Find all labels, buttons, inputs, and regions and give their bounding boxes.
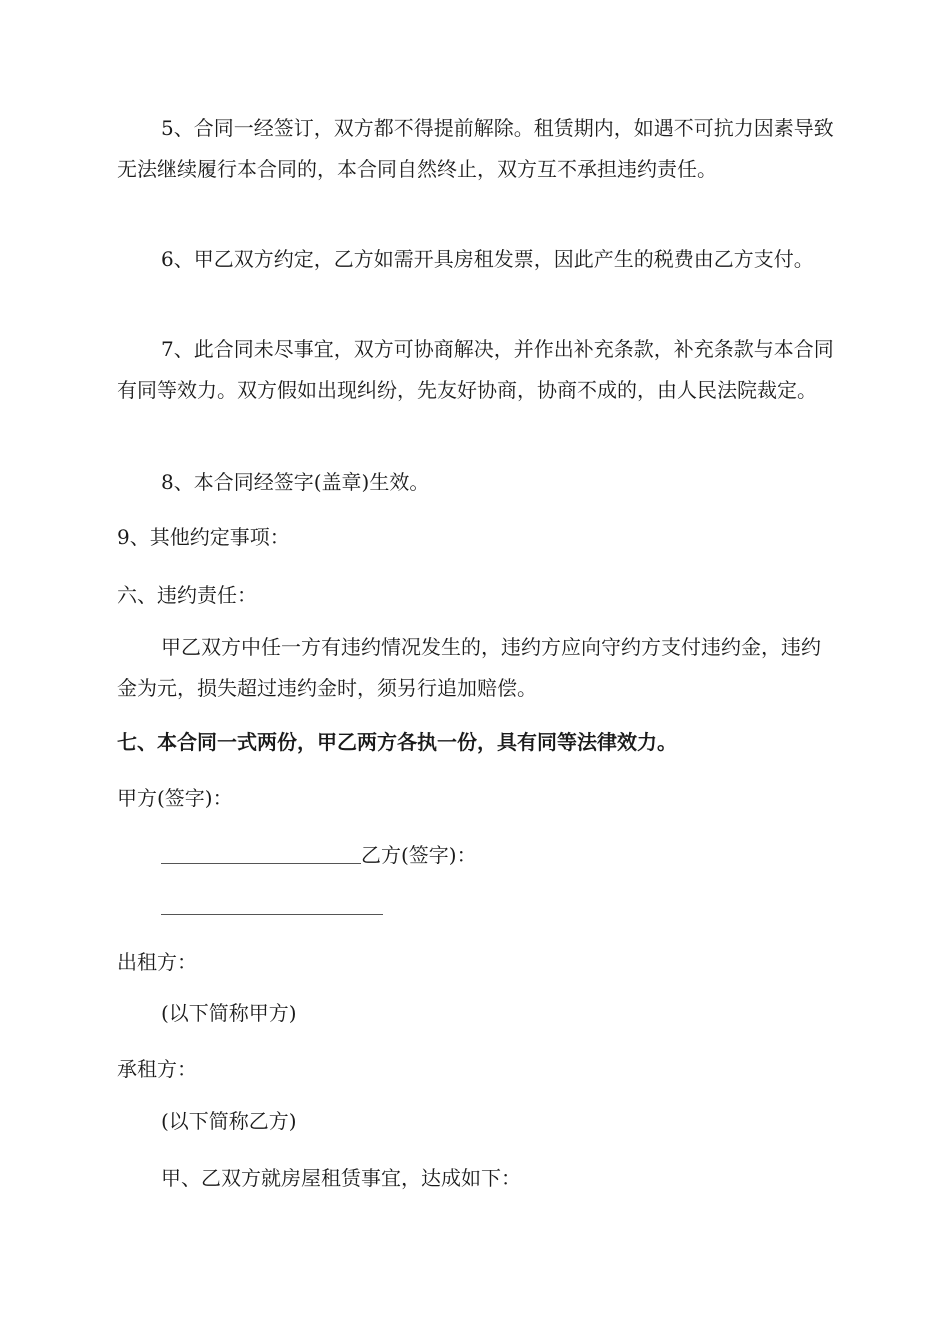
lessor-note: (以下简称甲方): [161, 1001, 297, 1025]
lessee-note: (以下简称乙方): [161, 1109, 297, 1133]
clause-7: 7、此合同未尽事宜，双方可协商解决，并作出补充条款，补充条款与本合同有同等效力。双方假如出现纠纷，先友好协商，协商不成的，由人民法院裁定。: [117, 337, 834, 402]
party-b-signature-row: [161, 840, 477, 870]
party-b-signature-line: [161, 913, 383, 915]
clause-6: 6、甲乙双方约定，乙方如需开具房租发票，因此产生的税费由乙方支付。: [161, 247, 814, 271]
lessee-label: 承租方：: [117, 1057, 197, 1081]
section-6-title: 六、违约责任：: [117, 583, 257, 607]
party-a-signature-line: [161, 843, 361, 864]
section-6-body: 甲乙双方中任一方有违约情况发生的，违约方应向守约方支付违约金，违约金为元，损失超过违约金时，须另行追加赔偿。: [117, 635, 821, 700]
lessor-label: 出租方：: [117, 950, 197, 974]
intro-paragraph: 甲、乙双方就房屋租赁事宜，达成如下：: [161, 1166, 521, 1190]
clause-5: 5、合同一经签订，双方都不得提前解除。租赁期内，如遇不可抗力因素导致无法继续履行本合同的，本合同自然终止，双方互不承担违约责任。: [117, 116, 834, 181]
section-7: 七、本合同一式两份，甲乙两方各执一份，具有同等法律效力。: [117, 730, 677, 754]
party-b-signature-label: 乙方(签字)：: [361, 843, 477, 867]
clause-9: 9、其他约定事项：: [117, 525, 290, 549]
clause-8: 8、本合同经签字(盖章)生效。: [161, 470, 430, 494]
party-a-signature-label: 甲方(签字)：: [117, 786, 233, 810]
